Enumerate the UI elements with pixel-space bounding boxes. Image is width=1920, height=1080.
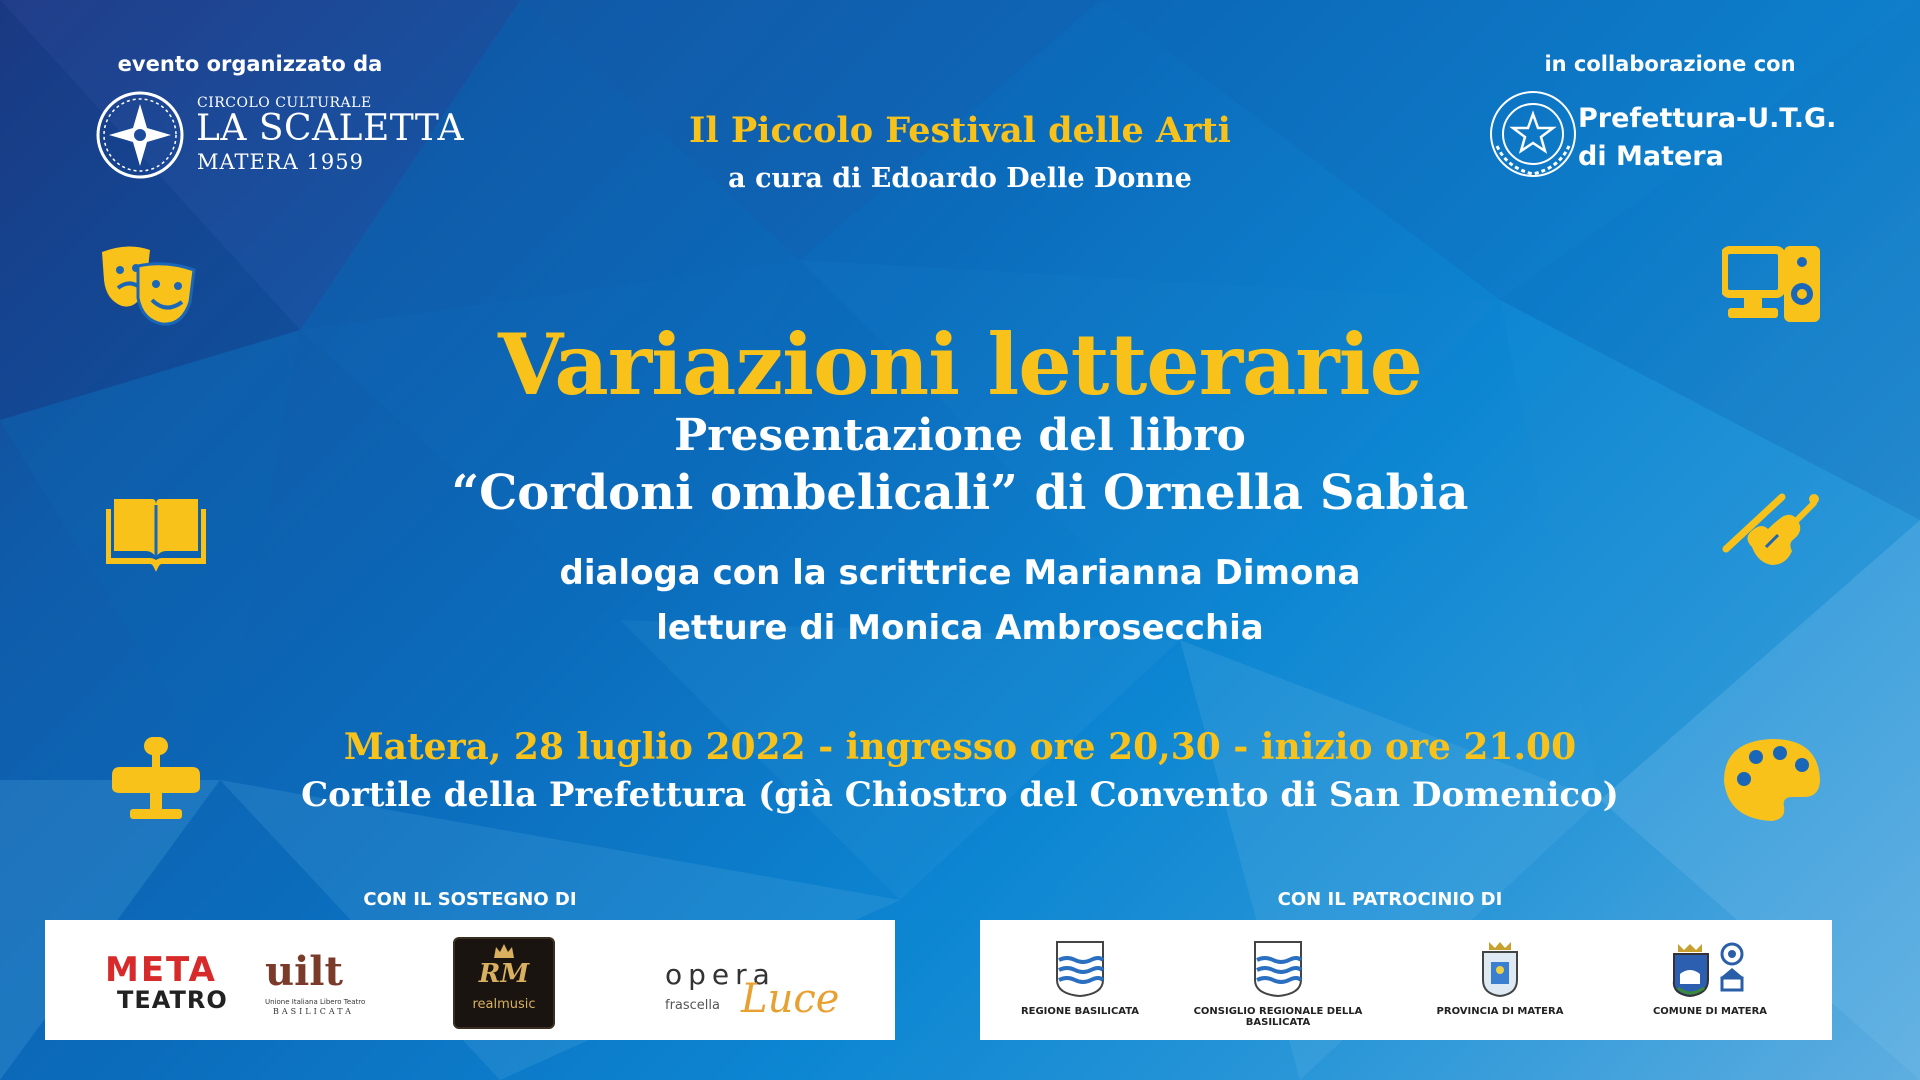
la-scaletta-emblem-icon — [95, 90, 185, 180]
event-title: Variazioni letterarie — [497, 315, 1423, 414]
realmusic-word: realmusic — [472, 997, 536, 1012]
speaker-icon — [1722, 240, 1822, 330]
patron-consiglio-regionale — [1178, 940, 1378, 1030]
microphone-icon — [106, 735, 206, 825]
palette-icon — [1722, 735, 1822, 825]
meta-teatro-logo — [105, 950, 365, 1020]
festival-title: Il Piccolo Festival delle Arti — [689, 110, 1231, 151]
uilt-logo — [265, 948, 375, 1018]
frascella-word: frascella — [665, 998, 720, 1013]
event-readings: letture di Monica Ambrosecchia — [656, 608, 1264, 648]
opera-luce-logo — [665, 948, 855, 1022]
patron-label: COMUNE DI MATERA — [1652, 1006, 1768, 1017]
meta-word: META — [105, 950, 217, 990]
organizer-name: LA SCALETTA — [196, 108, 464, 149]
realmusic-logo — [453, 937, 555, 1029]
regione-basilicata-shield-icon — [1055, 940, 1105, 998]
theater-masks-icon — [98, 240, 198, 330]
consiglio-regionale-shield-icon — [1253, 940, 1303, 998]
patron-provincia-matera — [1400, 940, 1600, 1030]
patron-comune-matera — [1610, 940, 1810, 1030]
event-subtitle-2: “Cordoni ombelicali” di Ornella Sabia — [451, 465, 1469, 521]
provincia-matera-shield-icon — [1475, 940, 1525, 998]
organizer-label: evento organizzato da — [117, 52, 383, 76]
patron-label: PROVINCIA DI MATERA — [1436, 1006, 1564, 1017]
luce-word: Luce — [741, 976, 840, 1022]
organizer-small-text: CIRCOLO CULTURALE — [197, 95, 372, 111]
book-icon — [106, 485, 206, 575]
collaboration-label: in collaborazione con — [1544, 52, 1796, 76]
uilt-word: uilt — [265, 948, 343, 995]
crown-icon — [493, 943, 515, 959]
event-date-line: Matera, 28 luglio 2022 - ingresso ore 20,30 - inizio ore 21.00 — [343, 726, 1577, 768]
comune-matera-shield-icon — [1670, 940, 1760, 998]
collaborator-line1: Prefettura-U.T.G. — [1578, 103, 1837, 134]
patrons-panel — [980, 920, 1832, 1040]
teatro-word: TEATRO — [117, 986, 228, 1014]
opera-word: opera — [665, 958, 776, 991]
patron-regione-basilicata — [980, 940, 1180, 1030]
support-label: CON IL SOSTEGNO DI — [363, 889, 577, 910]
uilt-caption: Unione Italiana Libero Teatro — [265, 998, 366, 1006]
violin-icon — [1722, 485, 1822, 575]
patron-label: REGIONE BASILICATA — [1020, 1006, 1140, 1017]
rm-initials: RM — [478, 959, 530, 989]
patron-label: CONSIGLIO REGIONALE DELLA BASILICATA — [1193, 1006, 1363, 1028]
organizer-place-year: MATERA 1959 — [197, 150, 364, 174]
uilt-region: BASILICATA — [273, 1007, 354, 1016]
festival-curator: a cura di Edoardo Delle Donne — [728, 163, 1192, 194]
event-dialogue: dialoga con la scrittrice Marianna Dimona — [559, 553, 1361, 593]
sponsors-panel — [45, 920, 895, 1040]
collaborator-line2: di Matera — [1578, 141, 1724, 172]
italian-republic-emblem-icon — [1487, 88, 1579, 180]
event-subtitle-1: Presentazione del libro — [674, 410, 1246, 461]
event-venue: Cortile della Prefettura (già Chiostro del Convento di San Domenico) — [301, 775, 1619, 815]
patronage-label: CON IL PATROCINIO DI — [1277, 889, 1503, 910]
